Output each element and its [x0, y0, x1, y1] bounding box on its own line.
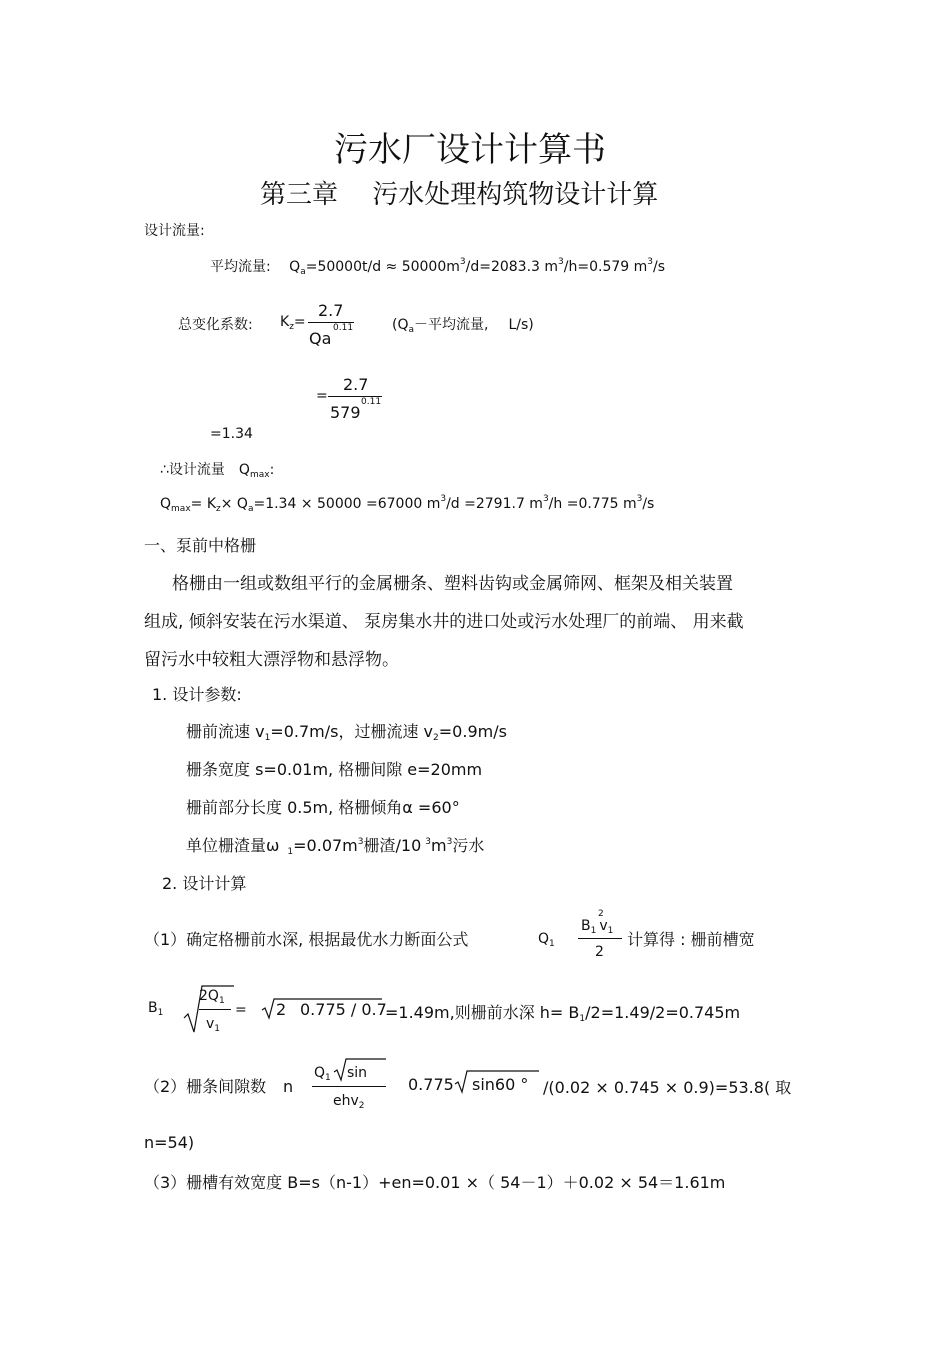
paragraph-line: 组成, 倾斜安装在污水渠道、 泵房集水井的进口处或污水处理厂的前端、 用来截 — [144, 612, 744, 632]
param-length-angle: 栅前部分长度 0.5m, 格栅倾角α =60° — [186, 798, 460, 817]
step1b-b — [148, 1000, 163, 1016]
p1a-sub: 1 — [264, 733, 271, 743]
design-flow-heading: 设计流量: — [144, 223, 205, 239]
step2-num-q — [314, 1065, 331, 1081]
qmax-t5: /h =0.775 m — [548, 496, 637, 512]
p4e: 污水 — [452, 836, 485, 855]
kz-symbol — [280, 314, 306, 330]
p4d: m — [431, 836, 447, 855]
step1-num-v: v — [599, 918, 608, 934]
kz-k: K — [280, 314, 290, 330]
kz-den-exponent: 0.11 — [333, 323, 354, 333]
chapter-heading: 第三章 污水处理构筑物设计计算 — [260, 180, 659, 210]
step1b-rad2-b: 0.775 / 0.7 — [300, 1000, 387, 1019]
p4a-sub: 1 — [287, 847, 294, 857]
sup-3: 3 — [636, 494, 643, 504]
avg-flow-label: 平均流量: — [210, 259, 271, 275]
kz2-den-exponent: 0.11 — [361, 397, 382, 407]
kz2-numerator: 2.7 — [343, 375, 369, 394]
step1-denominator: 2 — [595, 944, 604, 960]
p1a: 栅前流速 v — [186, 722, 265, 741]
kz-numerator: 2.7 — [318, 301, 344, 320]
kz-label: 总变化系数: — [178, 317, 253, 333]
avg-flow-t4: /s — [653, 259, 666, 275]
step1b-rad-numerator — [199, 988, 225, 1004]
sup-3: 3 — [459, 257, 466, 267]
step2-val-sin: sin60 ° — [472, 1075, 529, 1094]
step1-q-sub: 1 — [549, 939, 555, 949]
p4c: 栅渣/10 — [363, 836, 422, 855]
kz-note-sub: a — [408, 325, 414, 335]
step1b-rad-num-sub: 1 — [218, 996, 225, 1006]
param-bar-width: 栅条宽度 s=0.01m, 格栅间隙 e=20mm — [186, 760, 483, 779]
kz2-denominator: 579 — [330, 403, 361, 422]
kz-eq: = — [293, 314, 306, 330]
step2-num-q-letter: Q — [314, 1065, 326, 1081]
avg-flow-t1: =50000t/d ≈ 50000m — [305, 259, 460, 275]
step2-den: ehv — [333, 1093, 359, 1109]
avg-flow-t3: /h=0.579 m — [563, 259, 648, 275]
qmax-t2: × Q — [220, 496, 248, 512]
section-heading: 一、泵前中格栅 — [144, 536, 257, 555]
p1b-sub: 2 — [433, 733, 439, 743]
step2-num-q-sub: 1 — [325, 1073, 331, 1083]
kz2-eq: = — [316, 388, 328, 404]
calc-heading: 2. 设计计算 — [162, 874, 247, 893]
qmax-a-sub: a — [247, 504, 254, 514]
step1-fraction-bar — [578, 938, 622, 939]
kz-note — [392, 314, 534, 334]
qmax-t6: /s — [642, 496, 655, 512]
step1-num-b-sub: 1 — [590, 926, 597, 936]
sup-3: 3 — [425, 837, 431, 847]
step1b-b-sub: 1 — [157, 1008, 164, 1018]
step2-n: n — [283, 1077, 294, 1096]
step1-q-letter: Q — [538, 931, 550, 947]
avg-flow-line — [210, 256, 665, 276]
step2-denominator — [333, 1093, 365, 1109]
sup-3: 3 — [440, 494, 447, 504]
avg-flow-q-sub: a — [300, 267, 306, 277]
kz-note-open: (Q — [392, 317, 409, 333]
step1b-fraction-bar — [199, 1009, 231, 1010]
step1b-result-text: =1.49m,则栅前水深 h= B — [385, 1003, 580, 1022]
kz-note-unit: L/s) — [508, 317, 534, 333]
kz-result: =1.34 — [210, 426, 253, 442]
step2-num-sin: sin — [347, 1065, 368, 1081]
qmax-t1: = K — [190, 496, 217, 512]
step3-text: （3）栅槽有效宽度 B=s（n-1）+en=0.01 ×（ 54－1）＋0.02 × 54＝1.61m — [144, 1173, 726, 1192]
p1b: =0.7m/s，过栅流速 v — [270, 722, 434, 741]
param-screenings — [186, 833, 484, 856]
paragraph-line: 格栅由一组或数组平行的金属栅条、塑料齿钩或金属筛网、框架及相关装置 — [172, 574, 733, 594]
step1-num-b: B — [581, 918, 591, 934]
qmax-k-sub: z — [216, 504, 221, 514]
step1b-rad2-a: 2 — [276, 1000, 287, 1019]
step2-wrap: n=54) — [144, 1133, 195, 1152]
step2-den-sub: 2 — [358, 1101, 365, 1111]
therefore-q-sub: max — [249, 470, 270, 480]
sup-3: 3 — [647, 257, 654, 267]
step1b-rad-denominator — [206, 1016, 220, 1032]
kz-k-sub: z — [289, 322, 294, 332]
step1b-result-sub: 1 — [579, 1014, 586, 1024]
qmax-t3: =1.34 × 50000 =67000 m — [253, 496, 441, 512]
therefore-line — [160, 459, 274, 479]
p1c: =0.9m/s — [438, 722, 507, 741]
step1-num-v-sub: 1 — [607, 926, 614, 936]
step2-text: （2）栅条间隙数 — [144, 1077, 267, 1096]
step1b-rad-num: 2Q — [199, 988, 219, 1004]
kz-denominator — [309, 329, 331, 348]
step1-num-exponent: 2 — [598, 909, 604, 919]
p4a: 单位栅渣量ω — [186, 836, 280, 855]
page-title: 污水厂设计计算书 — [334, 130, 606, 170]
step1-text: （1）确定格栅前水深, 根据最优水力断面公式 — [144, 930, 469, 949]
step1b-b-letter: B — [148, 1000, 158, 1016]
step2-val: 0.775 — [408, 1075, 454, 1094]
step1b-eq: = — [235, 1002, 247, 1018]
therefore-q: Q — [238, 462, 250, 478]
paragraph-line: 留污水中较粗大漂浮物和悬浮物。 — [144, 650, 399, 670]
avg-flow-q: Q — [289, 259, 301, 275]
sup-3: 3 — [357, 837, 364, 847]
step1b-rad-den: v — [206, 1016, 215, 1032]
therefore-colon: : — [269, 462, 275, 478]
param-flow-velocity — [186, 719, 507, 742]
qmax-t4: /d =2791.7 m — [446, 496, 543, 512]
params-heading: 1. 设计参数: — [152, 685, 242, 704]
step1b-result2: /2=1.49/2=0.745m — [585, 1003, 741, 1022]
sup-3: 3 — [542, 494, 549, 504]
step1-numerator — [581, 918, 613, 934]
qmax-q-sub: max — [171, 504, 191, 514]
step2-rest: /(0.02 × 0.745 × 0.9)=53.8( 取 — [543, 1078, 792, 1097]
step1b-result — [385, 1000, 740, 1023]
sup-3: 3 — [446, 837, 453, 847]
kz-note-rest: －平均流量, — [414, 317, 489, 333]
qmax-q: Q — [160, 496, 172, 512]
step1-after: 计算得 : 栅前槽宽 — [627, 930, 755, 949]
p4b: =0.07m — [293, 836, 358, 855]
qmax-line — [160, 496, 654, 512]
sup-3: 3 — [558, 257, 564, 267]
step1-q — [538, 931, 555, 947]
therefore-text: ∴设计流量 — [160, 462, 225, 478]
avg-flow-t2: /d=2083.3 m — [465, 259, 559, 275]
kz-den: Qa — [309, 329, 332, 348]
step1b-rad-den-sub: 1 — [214, 1024, 221, 1034]
step2-fraction-bar — [312, 1086, 386, 1087]
